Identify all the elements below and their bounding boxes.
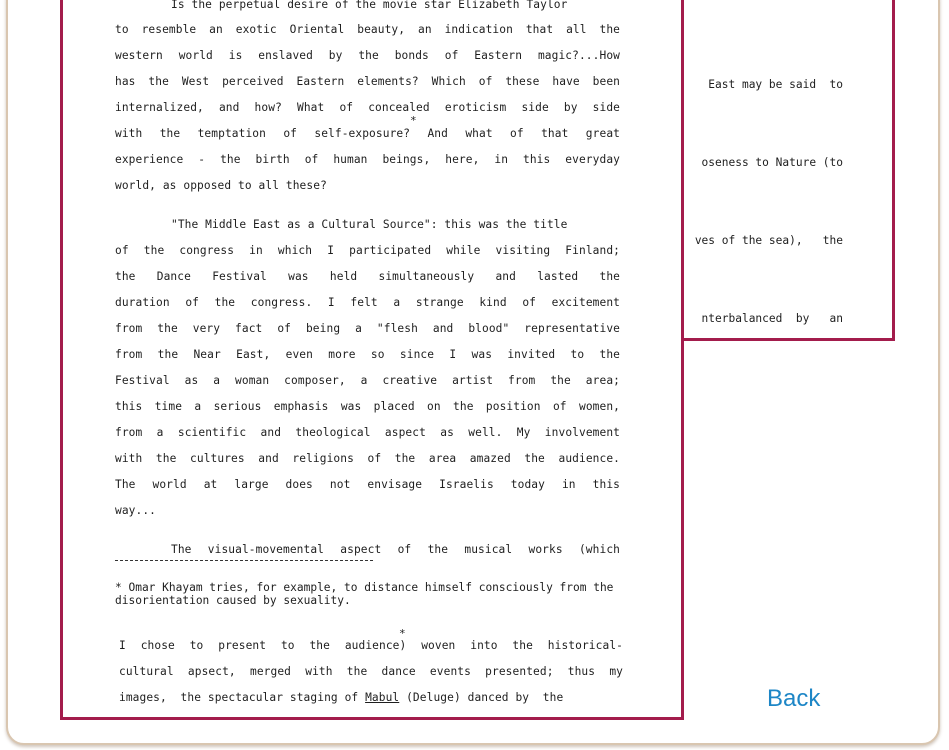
text-line: Is the perpetual desire of the movie star Elizabeth Taylor bbox=[171, 0, 568, 11]
footnote-divider bbox=[115, 560, 373, 561]
text-segment: (Deluge) danced by the bbox=[399, 691, 564, 704]
work-title: Mabul bbox=[365, 691, 400, 704]
text-line: western world is enslaved by the bonds of Eastern magic?...How bbox=[115, 49, 620, 62]
footnote: * Omar Khayam tries, for example, to distance himself consciously from the disorientation caused by sexuality. bbox=[115, 581, 614, 607]
text-line: "The Middle East as a Cultural Source": this was the title bbox=[171, 218, 568, 231]
text-line: The world at large does not envisage Israelis today in this bbox=[115, 478, 620, 491]
footnote-mark: * bbox=[410, 114, 417, 127]
text-line bbox=[119, 691, 623, 704]
text-line: with the cultures and religions of the area amazed the audience. bbox=[115, 452, 620, 465]
text-line: this time a serious emphasis was placed on the position of women, bbox=[115, 400, 620, 413]
text-line: to resemble an exotic Oriental beauty, an indication that all the bbox=[115, 23, 620, 36]
text-line: internalized, and how? What of concealed eroticism side by side bbox=[115, 101, 620, 114]
text-line: cultural apsect, merged with the dance events presented; thus my bbox=[119, 665, 623, 678]
text-line: experience - the birth of human beings, here, in this everyday bbox=[115, 153, 620, 166]
text-line: The visual-movemental aspect of the musical works (which bbox=[171, 543, 620, 556]
text-line: Festival as a woman composer, a creative artist from the area; bbox=[115, 374, 620, 387]
text-line: way... bbox=[115, 504, 157, 517]
text-line: ves of the sea), the bbox=[694, 234, 843, 247]
text-line: oseness to Nature (to bbox=[701, 156, 843, 169]
text-segment: images, the spectacular staging of bbox=[119, 691, 366, 704]
back-link[interactable]: Back bbox=[767, 685, 821, 712]
text-line: from the Near East, even more so since I was invited to the bbox=[115, 348, 620, 361]
text-line: nterbalanced by an bbox=[701, 312, 843, 325]
text-line: I chose to present to the audience) woven into the historical- bbox=[119, 639, 623, 652]
text-line: East may be said to bbox=[708, 78, 843, 91]
text-line: from the very fact of being a "flesh and blood" representative bbox=[115, 322, 620, 335]
text-line: has the West perceived Eastern elements? Which of these have been bbox=[115, 75, 620, 88]
text-line: the Dance Festival was held simultaneously and lasted the bbox=[115, 270, 620, 283]
document-page-back[interactable] bbox=[676, 0, 895, 341]
text-line: of the congress in which I participated while visiting Finland; bbox=[115, 244, 620, 257]
text-line: world, as opposed to all these? bbox=[115, 179, 327, 192]
text-line: duration of the congress. I felt a strange kind of excitement bbox=[115, 296, 620, 309]
footnote-mark: * bbox=[399, 627, 406, 640]
text-line: from a scientific and theological aspect as well. My involvement bbox=[115, 426, 620, 439]
text-line: with the temptation of self-exposure? And what of that great bbox=[115, 127, 620, 140]
document-page-front[interactable] bbox=[60, 0, 684, 720]
back-page-text bbox=[676, 20, 843, 341]
